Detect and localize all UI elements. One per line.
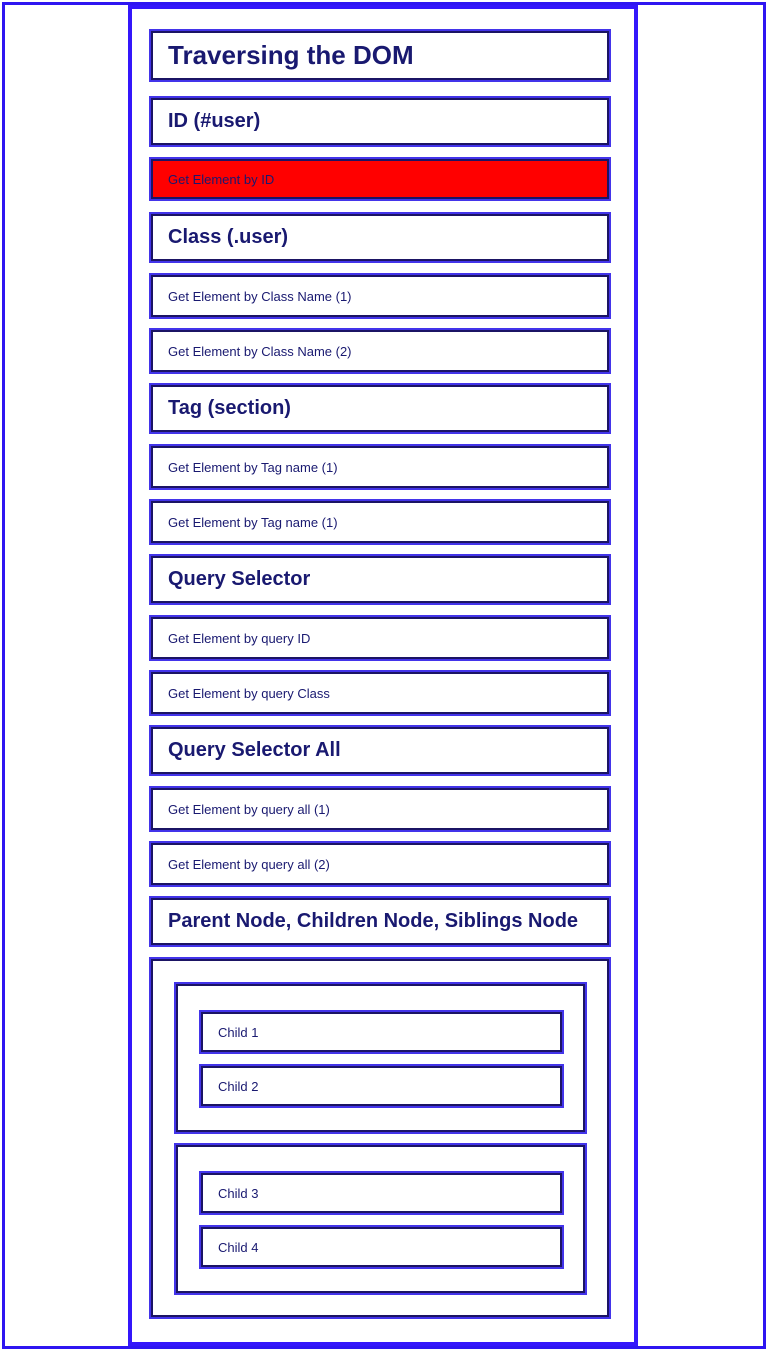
item-get-element-by-class-2: Get Element by Class Name (2) xyxy=(151,330,609,372)
item-get-element-by-query-class: Get Element by query Class xyxy=(151,672,609,714)
child-item-4: Child 4 xyxy=(201,1227,562,1267)
children-group-1 xyxy=(176,984,585,1132)
item-get-element-by-query-all-2: Get Element by query all (2) xyxy=(151,843,609,885)
section-heading-parent-children-siblings: Parent Node, Children Node, Siblings Node xyxy=(151,898,609,945)
section-heading-tag: Tag (section) xyxy=(151,385,609,432)
item-get-element-by-tag-1: Get Element by Tag name (1) xyxy=(151,446,609,488)
section-heading-query-selector-all: Query Selector All xyxy=(151,727,609,774)
page-border-frame xyxy=(2,2,766,1349)
parent-node-container xyxy=(151,959,609,1317)
item-get-element-by-id: Get Element by ID xyxy=(151,159,609,199)
section-heading-class: Class (.user) xyxy=(151,214,609,261)
child-item-2: Child 2 xyxy=(201,1066,562,1106)
item-get-element-by-query-id: Get Element by query ID xyxy=(151,617,609,659)
section-heading-id: ID (#user) xyxy=(151,98,609,145)
item-get-element-by-tag-2: Get Element by Tag name (1) xyxy=(151,501,609,543)
child-item-1: Child 1 xyxy=(201,1012,562,1052)
section-heading-query-selector: Query Selector xyxy=(151,556,609,603)
page-title: Traversing the DOM xyxy=(151,31,609,80)
children-group-2 xyxy=(176,1145,585,1293)
item-get-element-by-query-all-1: Get Element by query all (1) xyxy=(151,788,609,830)
item-get-element-by-class-1: Get Element by Class Name (1) xyxy=(151,275,609,317)
main-container xyxy=(128,5,638,1346)
child-item-3: Child 3 xyxy=(201,1173,562,1213)
